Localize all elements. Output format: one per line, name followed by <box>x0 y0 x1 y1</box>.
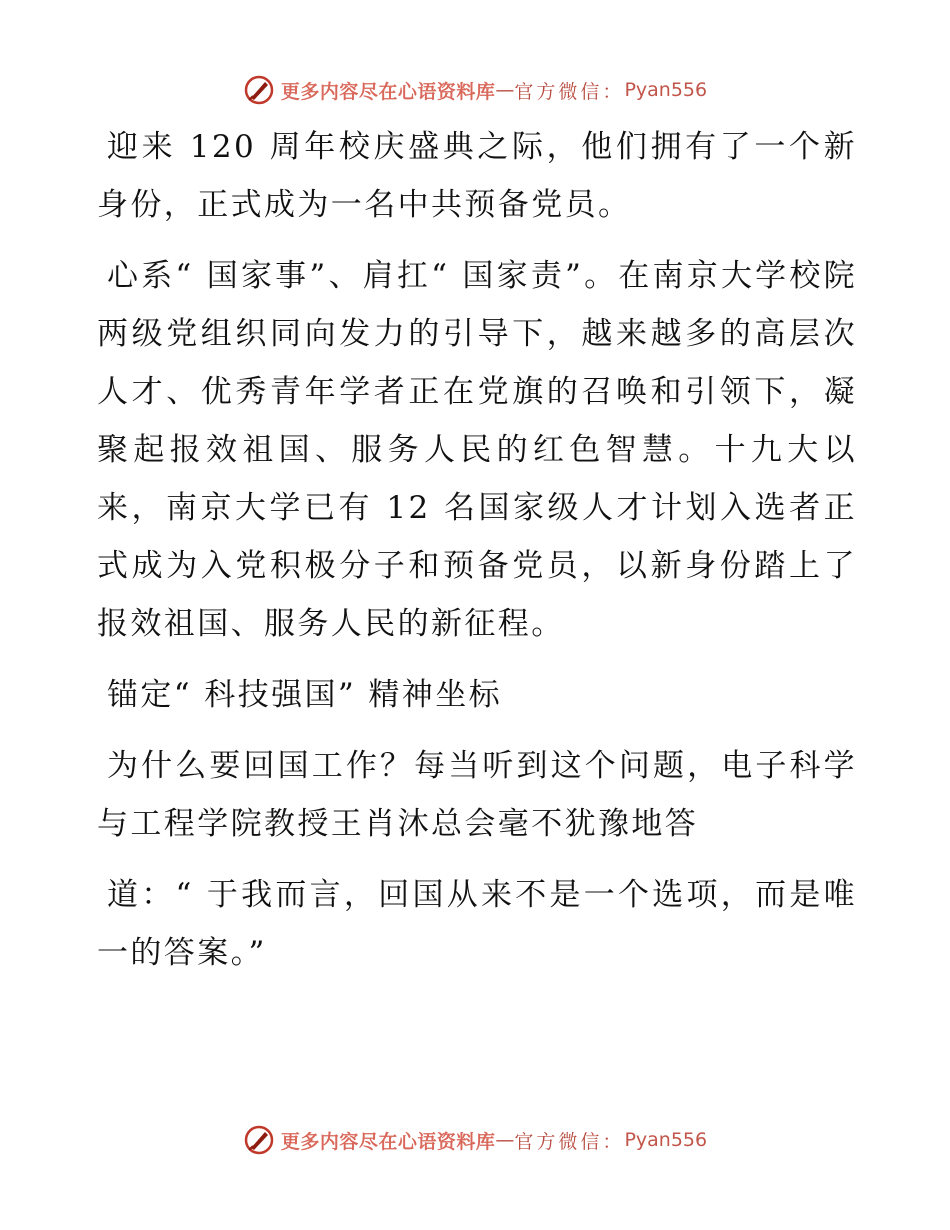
paragraph-3: 为什么要回国工作？每当听到这个问题，电子科学与工程学院教授王肖沐总会毫不犹豫地答 <box>97 748 857 842</box>
watermark-wechat-id: Pyan556 <box>624 79 708 101</box>
watermark-wechat-label: 官方微信： <box>514 1130 625 1153</box>
quill-circle-icon <box>243 1124 275 1156</box>
paragraph-1: 迎来 120 周年校庆盛典之际，他们拥有了一个新身份，正式成为一名中共预备党员。 <box>97 129 857 223</box>
quill-circle-icon <box>243 74 275 106</box>
watermark-wechat-label: 官方微信： <box>514 80 625 103</box>
paragraph-4: 道：“ 于我而言，回国从来不是一个选项，而是唯一的答案。” <box>97 877 857 971</box>
header-watermark <box>0 70 950 110</box>
watermark-separator: — <box>495 1129 515 1151</box>
watermark-separator: — <box>495 79 515 101</box>
document-body <box>97 118 857 995</box>
paragraph-2: 心系“ 国家事”、肩扛“ 国家责”。在南京大学校院两级党组织同向发力的引导下，越来越多的高层次人才、优秀青年学者正在党旗的召唤和引领下，凝聚起报效祖国、服务人民的红色智慧。十九大以来，南京大学已有 12 名国家级人才计划入选者正式成为入党积极分子和预备党员，以新身份踏上了报效祖国、服务人民的新征程。 <box>97 258 857 642</box>
watermark-wechat-id: Pyan556 <box>624 1129 708 1151</box>
footer-watermark <box>0 1120 950 1160</box>
watermark-main-text: 更多内容尽在心语资料库 <box>280 1130 496 1153</box>
watermark-main-text: 更多内容尽在心语资料库 <box>280 80 496 103</box>
section-heading: 锚定“ 科技强国” 精神坐标 <box>107 677 503 713</box>
